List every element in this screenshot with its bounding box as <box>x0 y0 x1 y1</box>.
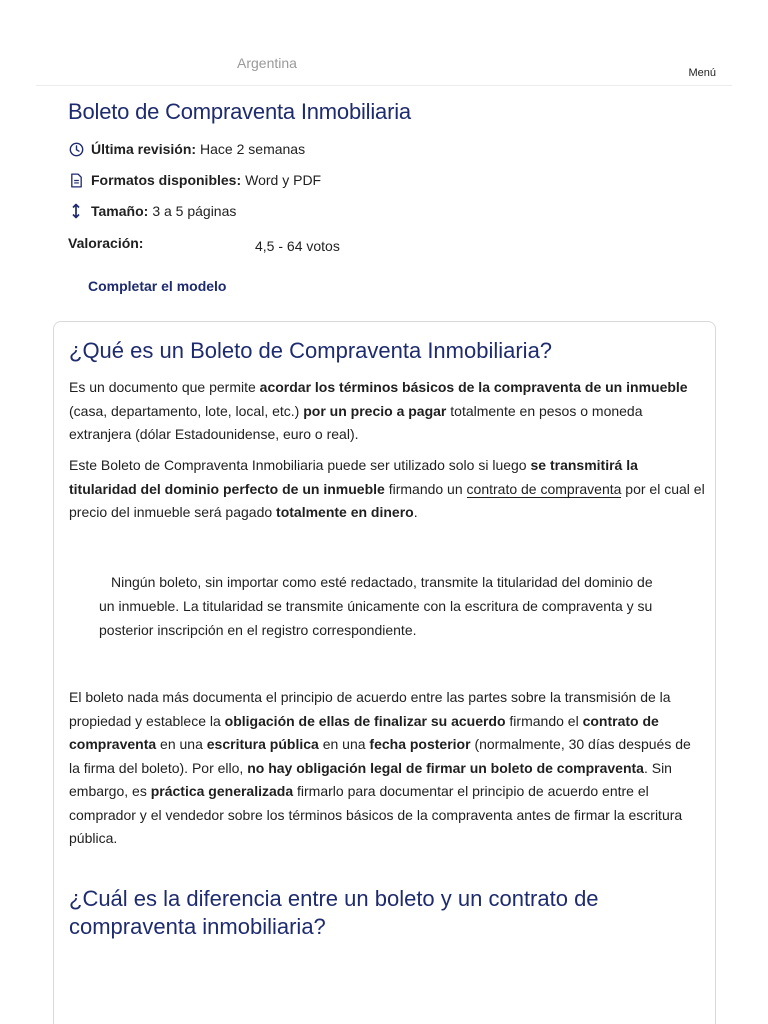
meta-label: Última revisión: <box>91 141 197 157</box>
menu-button[interactable]: Menú <box>688 67 716 79</box>
rating-label: Valoración: <box>68 235 144 251</box>
paragraph-explanation: El boleto nada más documenta el principio de acuerdo entre las partes sobre la transmisión de la propiedad y establece la obligación de ellas de finalizar su acuerdo firmando el contrato de compraventa en una escritura pública en una fecha posterior (normalmente, 30 días después de la firma del boleto). Por ello, no hay obligación legal de firmar un boleto de compraventa. Sin embargo, es práctica generalizada firmarlo para documentar el principio de acuerdo entre el comprador y el vendedor sobre los términos básicos de la compraventa antes de firmar la escritura pública. <box>69 689 691 846</box>
paragraph-usage: Este Boleto de Compraventa Inmobiliaria puede ser utilizado solo si luego se transmitirá la titularidad del dominio perfecto de un inmueble firmando un contrato de compraventa por el cual el precio del inmueble será pagado totalmente en dinero. <box>69 457 705 520</box>
section-heading-what-is: ¿Qué es un Boleto de Compraventa Inmobiliaria? <box>69 338 553 363</box>
meta-value: 3 a 5 páginas <box>152 203 237 219</box>
page-title: Boleto de Compraventa Inmobiliaria <box>68 99 411 124</box>
document-icon <box>68 172 84 188</box>
country-label[interactable]: Argentina <box>237 55 297 71</box>
meta-label: Formatos disponibles: <box>91 172 242 188</box>
meta-size <box>68 203 236 219</box>
meta-label: Tamaño: <box>91 203 149 219</box>
meta-last-revision <box>68 141 305 157</box>
note-quote: Ningún boleto, sin importar como esté redactado, transmite la titularidad del dominio de un inmueble. La titularidad se transmite únicamente con la escritura de compraventa y su posterior inscripción en el registro correspondiente. <box>99 574 653 638</box>
contract-link[interactable]: contrato de compraventa <box>466 480 622 497</box>
meta-formats <box>68 172 321 188</box>
clock-icon <box>68 141 84 157</box>
section-heading-difference: ¿Cuál es la diferencia entre un boleto y un contrato de compraventa inmobiliaria? <box>69 886 599 939</box>
paragraph-definition: Es un documento que permite acordar los términos básicos de la compraventa de un inmueble (casa, departamento, lote, local, etc.) por un precio a pagar totalmente en pesos o moneda extranjera (dólar Estadounidense, euro o real). <box>69 379 688 442</box>
vertical-arrows-icon <box>68 203 84 219</box>
rating-value: 4,5 - 64 votos <box>255 238 340 254</box>
complete-model-button[interactable]: Completar el modelo <box>88 278 227 294</box>
meta-value: Hace 2 semanas <box>200 141 306 157</box>
meta-value: Word y PDF <box>245 172 322 188</box>
top-bar <box>36 0 732 86</box>
